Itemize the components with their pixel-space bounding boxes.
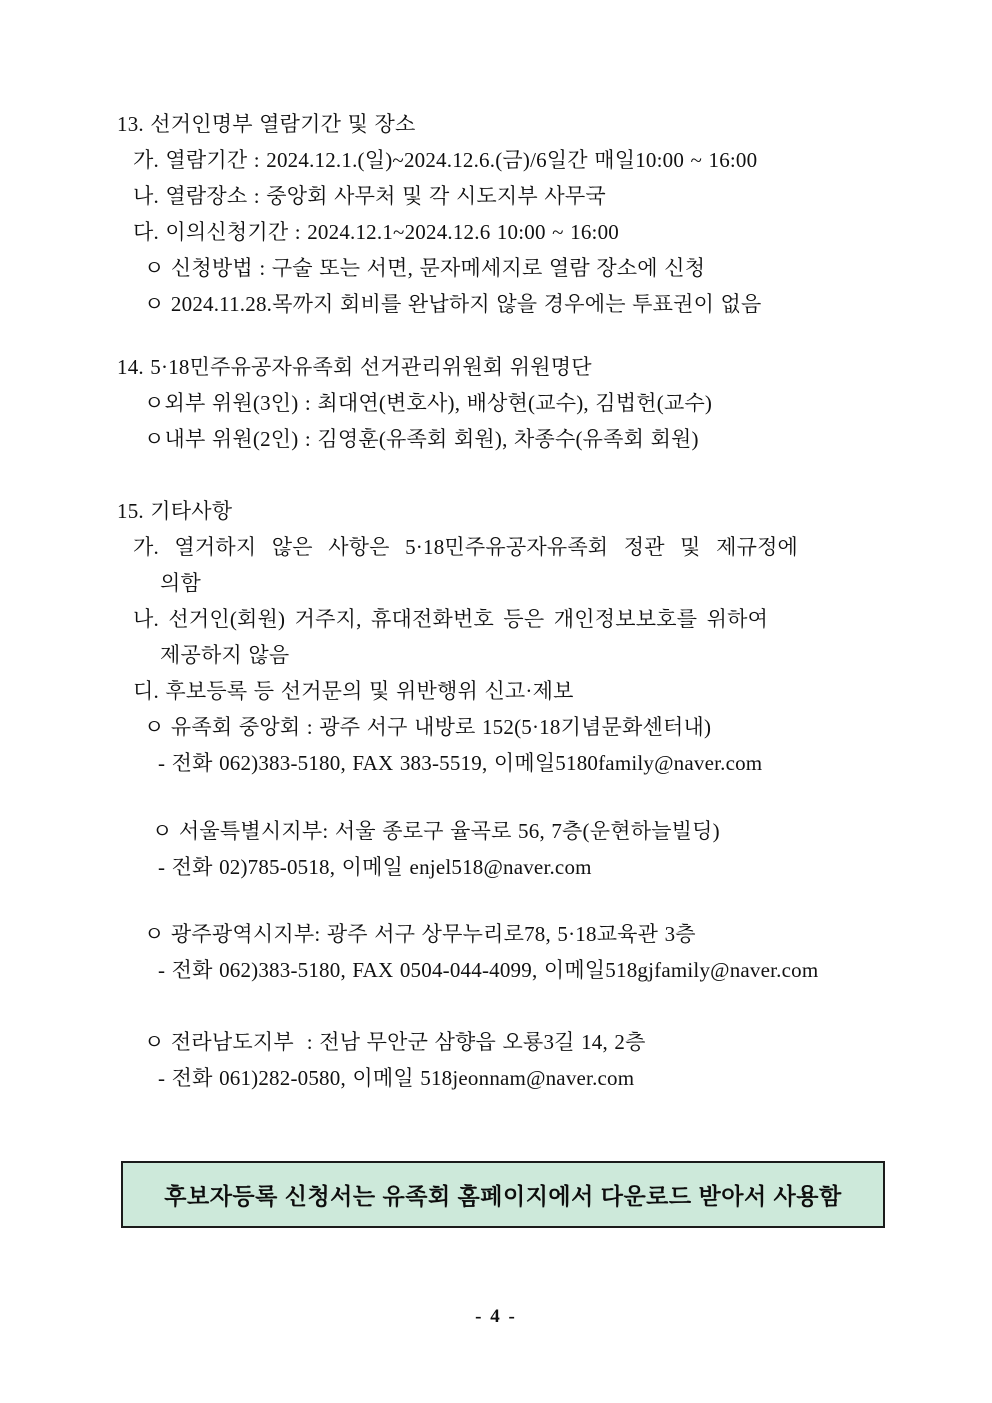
text-line: 가. 열람기간 : 2024.12.1.(일)~2024.12.6.(금)/6일간 매일10:00 ~ 16:00 xyxy=(133,148,758,172)
section-14 xyxy=(117,349,917,457)
text-line: 제공하지 않음 xyxy=(160,643,290,667)
notice-text: 후보자등록 신청서는 유족회 홈페이지에서 다운로드 받아서 사용함 xyxy=(164,1183,842,1209)
text-line: - 전화 02)785-0518, 이메일 enjel518@naver.com xyxy=(158,855,592,879)
text-line: 나. 선거인(회원) 거주지, 휴대전화번호 등은 개인정보보호를 위하여 xyxy=(133,607,769,631)
text-line: ㅇ외부 위원(3인) : 최대연(변호사), 배상현(교수), 김법헌(교수) xyxy=(144,391,713,415)
section-15 xyxy=(117,493,917,1096)
text-line: ㅇ 유족회 중앙회 : 광주 서구 내방로 152(5·18기념문화센터내) xyxy=(144,715,712,739)
document-content xyxy=(117,106,917,1228)
text-line: - 전화 062)383-5180, FAX 383-5519, 이메일5180family@naver.com xyxy=(158,751,763,775)
notice-box xyxy=(121,1161,885,1228)
section-15-title: 15. 기타사항 xyxy=(117,499,233,523)
text-line: 다. 이의신청기간 : 2024.12.1~2024.12.6 10:00 ~ 16:00 xyxy=(133,220,619,244)
text-line: 디. 후보등록 등 선거문의 및 위반행위 신고·제보 xyxy=(133,679,574,703)
text-line: ㅇ 신청방법 : 구술 또는 서면, 문자메세지로 열람 장소에 신청 xyxy=(144,256,706,280)
section-14-title: 14. 5·18민주유공자유족회 선거관리위원회 위원명단 xyxy=(117,355,592,379)
text-line: ㅇ 전라남도지부 : 전남 무안군 삼향읍 오룡3길 14, 2층 xyxy=(144,1030,646,1054)
page-number: - 4 - xyxy=(475,1306,517,1327)
text-line: - 전화 062)383-5180, FAX 0504-044-4099, 이메일518gjfamily@naver.com xyxy=(158,958,819,982)
section-13-title: 13. 선거인명부 열람기간 및 장소 xyxy=(117,112,416,136)
text-line: 나. 열람장소 : 중앙회 사무처 및 각 시도지부 사무국 xyxy=(133,184,606,208)
text-line: 의함 xyxy=(160,571,201,595)
text-line: ㅇ 광주광역시지부: 광주 서구 상무누리로78, 5·18교육관 3층 xyxy=(144,922,696,946)
text-line: ㅇ 서울특별시지부: 서울 종로구 율곡로 56, 7층(운현하늘빌딩) xyxy=(152,819,720,843)
text-line: ㅇ내부 위원(2인) : 김영훈(유족회 회원), 차종수(유족회 회원) xyxy=(144,427,699,451)
section-13 xyxy=(117,106,917,322)
text-line: - 전화 061)282-0580, 이메일 518jeonnam@naver.com xyxy=(158,1066,635,1090)
text-line: ㅇ 2024.11.28.목까지 회비를 완납하지 않을 경우에는 투표권이 없음 xyxy=(144,292,762,316)
text-line: 가. 열거하지 않은 사항은 5·18민주유공자유족회 정관 및 제규정에 xyxy=(133,535,799,559)
